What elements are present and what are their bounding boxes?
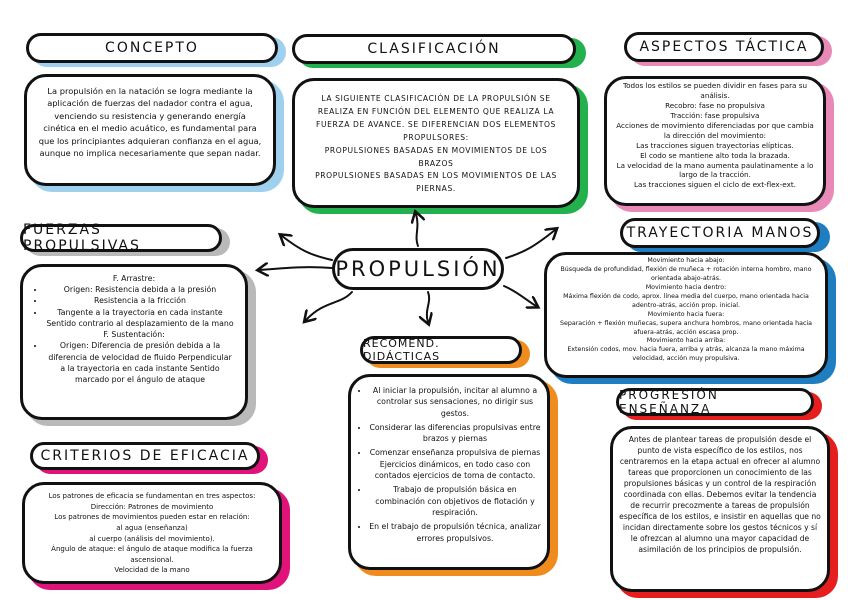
clasificacion-intro: LA SIGUIENTE CLASIFICACIÓN DE LA PROPULSIÓN SE REALIZA EN FUNCIÓN DEL ELEMENTO QUE REALIZA LA FUERZA DE AVANCE. SE DIFERENCIAN DOS ELEMENTOS PROPULSORES: <box>316 94 556 142</box>
aspectos-line: Recobro: fase no propulsiva <box>665 100 765 110</box>
arrow-to-clasificacion <box>416 214 418 246</box>
trayectoria-line: Movimiento hacia abajo: <box>647 257 725 264</box>
arrow-to-recomend <box>427 292 429 322</box>
criterios-line: Los patrones de movimientos pueden estar en relación: <box>54 513 250 522</box>
trayectoria-line: Movimiento hacia arriba: <box>646 337 726 345</box>
trayectoria-line: Movimiento hacia dentro: <box>645 283 727 291</box>
progresion-title: PROGRESIÓN ENSEÑANZA <box>616 388 814 416</box>
criterios-line: Dirección: Patrones de movimiento <box>90 502 214 511</box>
criterios-line: Los patrones de eficacia se fundamentan en tres aspectos: <box>48 492 256 500</box>
criterios-line: al cuerpo (análisis del movimiento). <box>89 534 215 543</box>
clasificacion-brazos: PROPULSIONES BASADAS EN MOVIMIENTOS DE LOS BRAZOS <box>324 145 548 168</box>
aspectos-line: La velocidad de la mano aumenta paulatinamente a lo largo de la tracción. <box>616 160 814 180</box>
aspectos-line: El codo se mantiene alto toda la brazada. <box>640 150 790 160</box>
criterios-title: CRITERIOS DE EFICACIA <box>30 442 260 470</box>
arrow-to-criterios <box>306 292 352 320</box>
aspectos-line: Tracción: fase propulsiva <box>670 110 760 120</box>
criterios-line: Velocidad de la mano <box>114 566 190 575</box>
recomend-item: • Considerar las diferencias propulsivas entre brazos y piernas <box>369 422 541 445</box>
recomend-item: • Al iniciar la propulsión, incitar al alumno a controlar sus sensaciones, no dirigir sus gestos. <box>369 385 541 419</box>
fuerzas-sustentacion-heading: F. Sustentación: <box>103 330 165 340</box>
arrow-to-trayectoria <box>504 286 536 306</box>
arrow-to-concepto <box>282 236 332 260</box>
trayectoria-line: Movimiento hacia fuera: <box>647 310 725 318</box>
progresion-text: Antes de plantear tareas de propulsión desde el punto de vista específico de los estilos, nos centraremos en la etapa actual en ofrecer al alumno tareas que proporcionen un conocimiento de las propulsiones básicas y un control de la respiración coordinada con ellas. Debemos evitar la tendencia de recurrir precozmente a tareas de propulsión específica de los estilos, e insistir en aquellas que no incidan directamente sobre los gestos técnicos y sí le ofrezcan al alumno una mayor capacidad de asimilación de los principios de propulsión. <box>619 435 821 554</box>
fuerzas-item: • Origen: Resistencia debida a la presión <box>45 284 235 295</box>
center-node: PROPULSIÓN <box>332 248 504 290</box>
arrow-to-aspectos <box>506 230 555 258</box>
trayectoria-title: TRAYECTORIA MANOS <box>620 218 820 248</box>
fuerzas-item: • Origen: Diferencia de presión debida a la diferencia de velocidad de fluido Perpendicular a la trayectoria en cada instante Sentido marcado por el ángulo de ataque <box>45 340 235 385</box>
arrow-to-fuerzas <box>260 267 332 270</box>
clasificacion-title: CLASIFICACIÓN <box>292 34 576 64</box>
aspectos-line: Acciones de movimiento diferenciadas por que cambia la dirección del movimiento: <box>616 120 814 140</box>
trayectoria-line: Separación + flexión muñecas, supera anchura hombros, mano orientada hacia afuera-atrás, acción escasa prop. <box>559 319 813 336</box>
trayectoria-line: Extensión codos, mov. hacia fuera, arriba y atrás, alcanza la mano máxima velocidad, acción muy propulsiva. <box>567 346 805 363</box>
fuerzas-arrastre-heading: F. Arrastre: <box>112 274 156 283</box>
recomend-item: • Trabajo de propulsión básica en combinación con objetivos de flotación y respiración. <box>369 484 541 518</box>
aspectos-line: Todos los estilos se pueden dividir en fases para su análisis. <box>622 81 808 100</box>
aspectos-line: Las tracciones siguen el ciclo de ext-flex-ext. <box>634 180 796 190</box>
recomend-title: RECOMEND. DIDÁCTICAS <box>360 336 522 364</box>
trayectoria-line: Máxima flexión de codo, aprox. línea media del cuerpo, mano orientada hacia adentro-atrás, acción prop. inicial. <box>563 292 809 309</box>
clasificacion-piernas: PROPULSIONES BASADAS EN LOS MOVIMIENTOS DE LAS PIERNAS. <box>315 171 557 194</box>
trayectoria-line: Búsqueda de profundidad, flexión de muñeca + rotación interna hombro, mano orientada abajo-atrás. <box>560 265 812 282</box>
recomend-item: • Comenzar enseñanza propulsiva de piernas Ejercicios dinámicos, en todo caso con contados ejercicios de toma de contacto. <box>369 447 541 481</box>
fuerzas-title: FUERZAS PROPULSIVAS <box>20 224 222 252</box>
aspectos-line: Las tracciones siguen trayectorias elípticas. <box>636 140 794 150</box>
concepto-title: CONCEPTO <box>26 33 278 63</box>
aspectos-title: ASPECTOS TÁCTICA <box>624 32 824 62</box>
criterios-line: al agua (enseñanza) <box>116 523 188 532</box>
fuerzas-item: • Tangente a la trayectoria en cada instante Sentido contrario al desplazamiento de la mano <box>45 307 235 330</box>
concepto-text: La propulsión en la natación se logra mediante la aplicación de fuerzas del nadador contra el agua, venciendo su resistencia y generando energía cinética en el medio acuático, es fundamental para que los principiantes adquieran confianza en el agua, aunque no implica necesariamente que sepan nadar. <box>38 86 262 159</box>
fuerzas-item: • Resistencia a la fricción <box>45 295 235 306</box>
recomend-item: • En el trabajo de propulsión técnica, analizar errores propulsivos. <box>369 521 541 544</box>
criterios-line: Ángulo de ataque: el ángulo de ataque modifica la fuerza ascensional. <box>51 545 253 564</box>
